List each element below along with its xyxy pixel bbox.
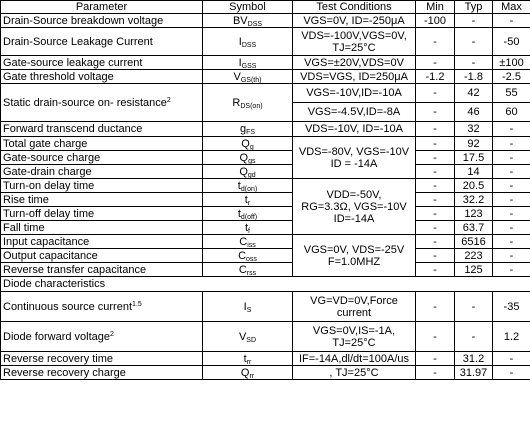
condition-line: VGS=0V,IS=-1A, [312,324,396,337]
table-row [1,235,530,249]
min-cell: -1.2 [416,70,455,84]
symbol-cell [203,28,293,56]
max-cell: - [493,235,530,249]
condition-cell: VGS=0V, ID=-250μA [293,14,416,28]
symbol-cell [203,84,293,122]
max-cell: - [493,165,530,179]
symbol-text: I [243,300,247,313]
param-cell: Gate threshold voltage [1,70,203,84]
typ-cell: - [455,56,493,70]
min-cell: - [416,235,455,249]
symbol-text: BV [232,14,248,27]
condition-cell: VDS=-10V, ID=-10A [293,122,416,137]
param-cell [1,292,203,322]
param-cell: Total gate charge [1,137,203,151]
condition-cell [293,235,416,277]
table-row [1,322,530,352]
condition-line: TJ=25°C [332,41,376,54]
symbol-subscript: S [246,306,252,314]
symbol-subscript: GSS [241,62,257,70]
min-cell: - [416,179,455,193]
symbol-subscript: FS [246,129,256,136]
min-cell: - [416,249,455,263]
symbol-cell [203,207,293,221]
symbol-subscript: gd [247,171,256,179]
min-cell: - [416,165,455,179]
typ-cell: - [455,322,493,352]
symbol-cell [203,56,293,70]
symbol-subscript: rr [246,358,252,366]
symbol-cell [203,366,293,380]
typ-cell: 14 [455,165,493,179]
header-min: Min [416,1,455,14]
condition-line: F=1.0MHZ [327,255,381,268]
table-row [1,151,530,165]
symbol-subscript: g [249,143,254,151]
max-cell: ±100 [493,56,530,70]
symbol-subscript: f [248,227,250,235]
param-cell: Rise time [1,193,203,207]
section-row [1,277,530,292]
max-cell: - [493,221,530,235]
max-cell: - [493,193,530,207]
table-row [1,56,530,70]
header-parameter: Parameter [1,1,203,14]
min-cell: - [416,366,455,380]
symbol-text: Q [239,165,248,178]
max-cell: - [493,122,530,137]
param-cell [1,322,203,352]
min-cell: - [416,193,455,207]
header-symbol: Symbol [203,1,293,14]
max-cell: - [493,14,530,28]
symbol-subscript: DSS [247,20,263,28]
table-row [1,28,530,56]
symbol-text: I [238,35,242,48]
symbol-subscript: gs [248,157,256,165]
symbol-cell [203,249,293,263]
condition-cell [293,179,416,235]
symbol-subscript: iss [247,241,256,249]
symbol-text: t [244,221,249,234]
param-cell: Drain-Source Leakage Current [1,28,203,56]
min-cell: - [416,207,455,221]
typ-cell: 32 [455,122,493,137]
typ-cell: 223 [455,249,493,263]
param-cell: Output capacitance [1,249,203,263]
table-row [1,193,530,207]
typ-cell: 32.2 [455,193,493,207]
symbol-subscript: d(off) [240,213,258,221]
symbol-text: t [244,193,248,206]
max-cell: 1.2 [493,322,530,352]
symbol-text: V [238,330,247,343]
symbol-text: Q [239,151,249,164]
footnote-ref: 2 [166,96,171,104]
param-cell: Input capacitance [1,235,203,249]
condition-cell [293,322,416,352]
typ-cell: - [455,14,493,28]
param-cell: Gate-drain charge [1,165,203,179]
table-row [1,366,530,380]
table-row [1,263,530,277]
condition-cell: VGS=-4.5V,ID=-8A [293,103,416,122]
param-cell: Gate-source leakage current [1,56,203,70]
symbol-cell [203,322,293,352]
table-row [1,207,530,221]
typ-cell: 31.97 [455,366,493,380]
min-cell: - [416,103,455,122]
header-row [1,1,530,14]
typ-cell: 42 [455,84,493,103]
max-cell: - [493,249,530,263]
param-cell [1,84,203,122]
symbol-cell [203,165,293,179]
table-row [1,137,530,151]
header-typ: Typ [455,1,493,14]
symbol-subscript: rss [246,269,257,277]
table-row [1,292,530,322]
condition-line: ID = -14A [330,157,378,170]
param-text: Static drain-source on- resistance [3,96,167,109]
condition-line: VGS=0V, VDS=-25V [303,243,405,256]
condition-line: VG=VD=0V,Force [310,294,398,307]
max-cell: - [493,352,530,366]
min-cell: -100 [416,14,455,28]
condition-cell: VGS=±20V,VDS=0V [293,56,416,70]
symbol-subscript: oss [246,255,257,263]
typ-cell: 6516 [455,235,493,249]
condition-cell: IF=-14A,dl/dt=100A/us [293,352,416,366]
max-cell: - [493,366,530,380]
max-cell: 60 [493,103,530,122]
min-cell: - [416,292,455,322]
symbol-subscript: GS(th) [240,76,262,84]
symbol-subscript: r [247,199,251,207]
min-cell: - [416,28,455,56]
symbol-cell [203,122,293,137]
max-cell: - [493,179,530,193]
footnote-ref: 2 [110,330,114,338]
symbol-subscript: DSS [241,41,257,49]
condition-line: current [336,306,372,319]
min-cell: - [416,84,455,103]
symbol-subscript: DS(on) [240,102,263,110]
condition-cell: VDS=VGS, ID=250μA [293,70,416,84]
symbol-cell [203,235,293,249]
typ-cell: 46 [455,103,493,122]
min-cell: - [416,122,455,137]
symbol-text: t [243,352,247,365]
symbol-text: C [238,249,247,262]
symbol-cell [203,263,293,277]
table-row [1,221,530,235]
max-cell: -35 [493,292,530,322]
min-cell: - [416,151,455,165]
condition-line: ID=-14A [333,212,375,225]
table-row [1,84,530,103]
typ-cell: -1.8 [455,70,493,84]
condition-line: VDD=-50V, [326,188,382,201]
min-cell: - [416,137,455,151]
param-cell: Turn-off delay time [1,207,203,221]
symbol-text: V [233,70,241,83]
param-cell: Reverse recovery time [1,352,203,366]
symbol-text: C [239,235,248,248]
condition-cell [293,137,416,179]
max-cell: -50 [493,28,530,56]
symbol-cell [203,14,293,28]
symbol-text: Q [240,366,250,379]
symbol-cell [203,292,293,322]
symbol-subscript: d(on) [240,185,258,193]
min-cell: - [416,56,455,70]
max-cell: 55 [493,84,530,103]
symbol-cell [203,352,293,366]
typ-cell: - [455,28,493,56]
table-row [1,179,530,193]
header-max: Max [493,1,530,14]
symbol-cell [203,193,293,207]
typ-cell: 20.5 [455,179,493,193]
typ-cell: 31.2 [455,352,493,366]
min-cell: - [416,221,455,235]
typ-cell: 17.5 [455,151,493,165]
table-row [1,70,530,84]
symbol-cell [203,70,293,84]
max-cell: - [493,263,530,277]
param-cell: Reverse transfer capacitance [1,263,203,277]
param-cell: Reverse recovery charge [1,366,203,380]
min-cell: - [416,263,455,277]
condition-cell: , TJ=25°C [293,366,416,380]
condition-line: RG=3.3Ω, VGS=-10V [301,200,407,213]
param-cell: Fall time [1,221,203,235]
symbol-text: t [237,179,241,192]
table-row [1,14,530,28]
param-cell: Drain-Source breakdown voltage [1,14,203,28]
condition-cell [293,28,416,56]
header-conditions: Test Conditions [293,1,416,14]
max-cell: - [493,207,530,221]
symbol-cell [203,137,293,151]
section-title: Diode characteristics [1,277,530,292]
param-text: Continuous source current [3,300,133,313]
symbol-text: g [239,123,247,135]
condition-line: TJ=25°C [332,336,376,349]
symbol-cell [203,179,293,193]
typ-cell: - [455,292,493,322]
symbol-text: Q [241,137,250,150]
footnote-ref: 1.5 [132,300,142,308]
param-text: Diode forward voltage [3,330,111,343]
min-cell: - [416,322,455,352]
typ-cell: 125 [455,263,493,277]
symbol-text: C [238,263,247,276]
symbol-text: t [237,207,241,220]
param-cell: Forward transcend ductance [1,122,203,137]
table-row [1,249,530,263]
condition-line: VDS=-80V, VGS=-10V [298,145,410,158]
symbol-cell [203,151,293,165]
max-cell: - [493,137,530,151]
max-cell: - [493,151,530,165]
param-cell: Gate-source charge [1,151,203,165]
condition-line: VDS=-100V,VGS=0V, [301,29,407,42]
typ-cell: 92 [455,137,493,151]
min-cell: - [416,352,455,366]
symbol-subscript: SD [246,336,257,344]
table-row [1,165,530,179]
symbol-cell [203,221,293,235]
symbol-text: R [232,96,241,109]
symbol-text: I [238,56,242,69]
param-cell: Turn-on delay time [1,179,203,193]
table-row [1,352,530,366]
typ-cell: 63.7 [455,221,493,235]
symbol-subscript: rr [249,372,255,380]
condition-cell: VGS=-10V,ID=-10A [293,84,416,103]
typ-cell: 123 [455,207,493,221]
condition-cell [293,292,416,322]
max-cell: -2.5 [493,70,530,84]
table-row [1,122,530,137]
